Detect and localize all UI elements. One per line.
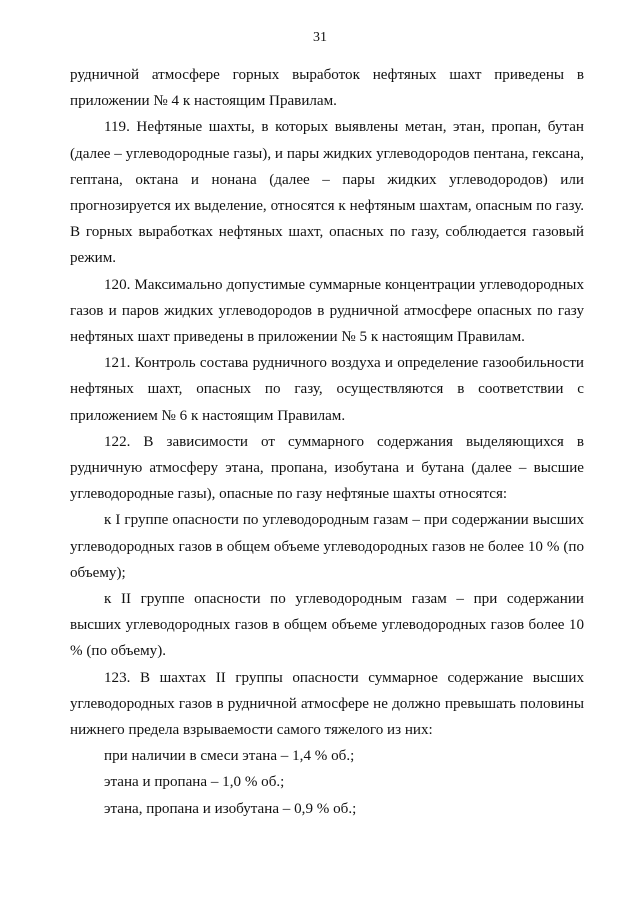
paragraph-122: 122. В зависимости от суммарного содержания выделяющихся в рудничную атмосферу этана, пропана, изобутана и бутана (далее – высшие углеводородные газы), опасные по газу нефтяные шахты относятся: [70, 433, 584, 503]
list-item-ethane-propane: этана и пропана – 1,0 % об.; [104, 774, 285, 791]
paragraph-continuation: рудничной атмосфере горных выработок нефтяных шахт приведены в приложении № 4 к настоящим Правилам. [70, 67, 584, 110]
paragraph-121: 121. Контроль состава рудничного воздуха и определение газообильности нефтяных шахт, опасных по газу, осуществляются в соответствии с приложением № 6 к настоящим Правилам. [70, 355, 584, 424]
paragraph-122-group-1: к I группе опасности по углеводородным газам – при содержании высших углеводородных газов в общем объеме углеводородных газов не более 10 % (по объему); [70, 512, 584, 581]
page-number: 31 [313, 30, 327, 45]
list-item-ethane: при наличии в смеси этана – 1,4 % об.; [104, 748, 355, 765]
paragraph-120: 120. Максимально допустимые суммарные концентрации углеводородных газов и паров жидких углеводородов в рудничной атмосфере опасных по газу нефтяных шахт приведены в приложении № 5 к настоящим Правилам. [70, 276, 584, 346]
list-item-ethane-propane-isobutane: этана, пропана и изобутана – 0,9 % об.; [104, 800, 357, 817]
paragraph-123: 123. В шахтах II группы опасности суммарное содержание высших углеводородных газов в рудничной атмосфере не должно превышать половины нижнего предела взрываемости самого тяжелого из них: [70, 669, 584, 739]
document-body [70, 62, 584, 822]
paragraph-119: 119. Нефтяные шахты, в которых выявлены метан, этан, пропан, бутан (далее – углеводородные газы), и пары жидких углеводородов пентана, гексана, гептана, октана и нонана (далее – пары жидких углеводородов) или прогнозируется их выделение, относятся к нефтяным шахтам, опасным по газу. В горных выработках нефтяных шахт, опасных по газу, соблюдается газовый режим. [70, 119, 584, 267]
paragraph-122-group-2: к II группе опасности по углеводородным газам – при содержании высших углеводородных газов в общем объеме углеводородных газов более 10 % (по объему). [70, 591, 584, 660]
